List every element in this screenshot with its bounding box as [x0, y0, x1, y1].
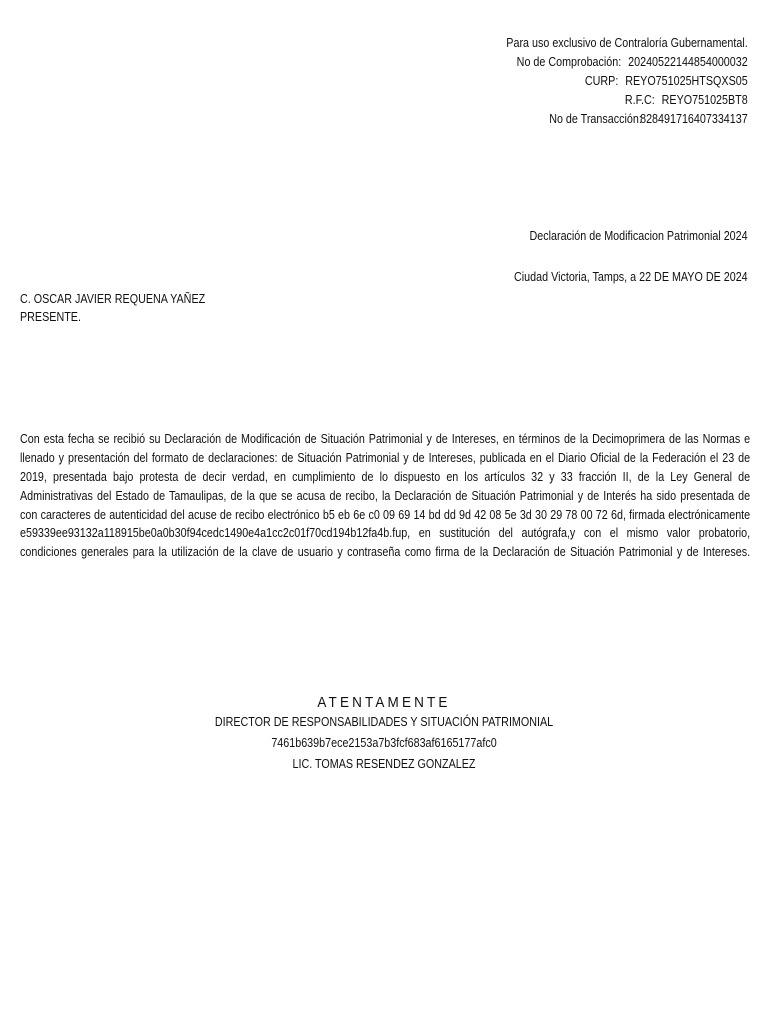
header-info-block	[507, 34, 748, 129]
transaccion-row	[507, 110, 748, 129]
transaccion-label: No de Transacción:	[549, 112, 643, 126]
signer-position: DIRECTOR DE RESPONSABILIDADES Y SITUACIÓN PATRIMONIAL	[214, 715, 554, 729]
exclusive-use-line: Para uso exclusivo de Contraloría Gubernamental.	[506, 36, 748, 50]
recipient-name: C. OSCAR JAVIER REQUENA YAÑEZ	[20, 292, 206, 306]
comprobacion-label: No de Comprobación:	[516, 55, 622, 69]
curp-value: REYO751025HTSQXS05	[625, 74, 748, 88]
body-line: Administrativas del Estado de Tamaulipas, de la que se acusa de recibo, la Declaración de Situación Patrimonial y de Interés ha sido presentada de	[20, 488, 751, 503]
rfc-row	[507, 91, 748, 110]
body-line: llenado y presentación del formato de declaraciones: de Situación Patrimonial y de Intereses, publicada en el Diario Oficial de la Federación el 23 de	[20, 450, 751, 465]
place-date: Ciudad Victoria, Tamps, a 22 DE MAYO DE 2024	[514, 270, 748, 284]
body-line: Con esta fecha se recibió su Declaración de Modificación de Situación Patrimonial y de Intereses, en términos de la Decimoprimera de las Normas e	[20, 432, 751, 446]
signer-name: LIC. TOMAS RESENDEZ GONZALEZ	[292, 757, 476, 771]
recipient-block	[20, 290, 205, 326]
declaration-title: Declaración de Modificacion Patrimonial 2024	[529, 229, 748, 243]
curp-label: CURP:	[585, 74, 619, 88]
atentamente-heading: ATENTAMENTE	[317, 694, 451, 711]
signature-hash: 7461b639b7ece2153a7b3fcf683af6165177afc0	[271, 736, 497, 750]
body-line-last: condiciones generales para la utilización de la clave de usuario y contraseña como firma de la Declaración de Situación Patrimonial y de Intereses.	[20, 545, 751, 560]
comprobacion-row	[507, 53, 748, 72]
body-line: con caracteres de autenticidad del acuse de recibo electrónico b5 eb 6e c0 09 69 14 bd dd 9d 42 08 5e 3d 30 29 78 00 72 6d, firmada electrónicamente	[20, 507, 751, 522]
body-line: 2019, presentada bajo protesta de decir verdad, en cumplimiento de lo dispuesto en los artículos 32 y 33 fracción II, de la Ley General de	[20, 469, 751, 484]
curp-row	[507, 72, 748, 91]
recipient-presente: PRESENTE.	[20, 310, 81, 324]
rfc-value: REYO751025BT8	[661, 93, 748, 107]
comprobacion-value: 20240522144854000032	[628, 55, 748, 69]
rfc-label: R.F.C:	[625, 93, 656, 107]
signature-block	[0, 694, 768, 775]
body-line: e59339ee93132a118915be0a0b30f94cedc1490e4a1cc2c01f70cd194b12fa4b.fup, en sustitución del autógrafa,y con el mismo valor probatorio,	[20, 526, 751, 541]
body-paragraph	[20, 430, 750, 562]
transaccion-value: 828491716407334137	[640, 112, 748, 126]
